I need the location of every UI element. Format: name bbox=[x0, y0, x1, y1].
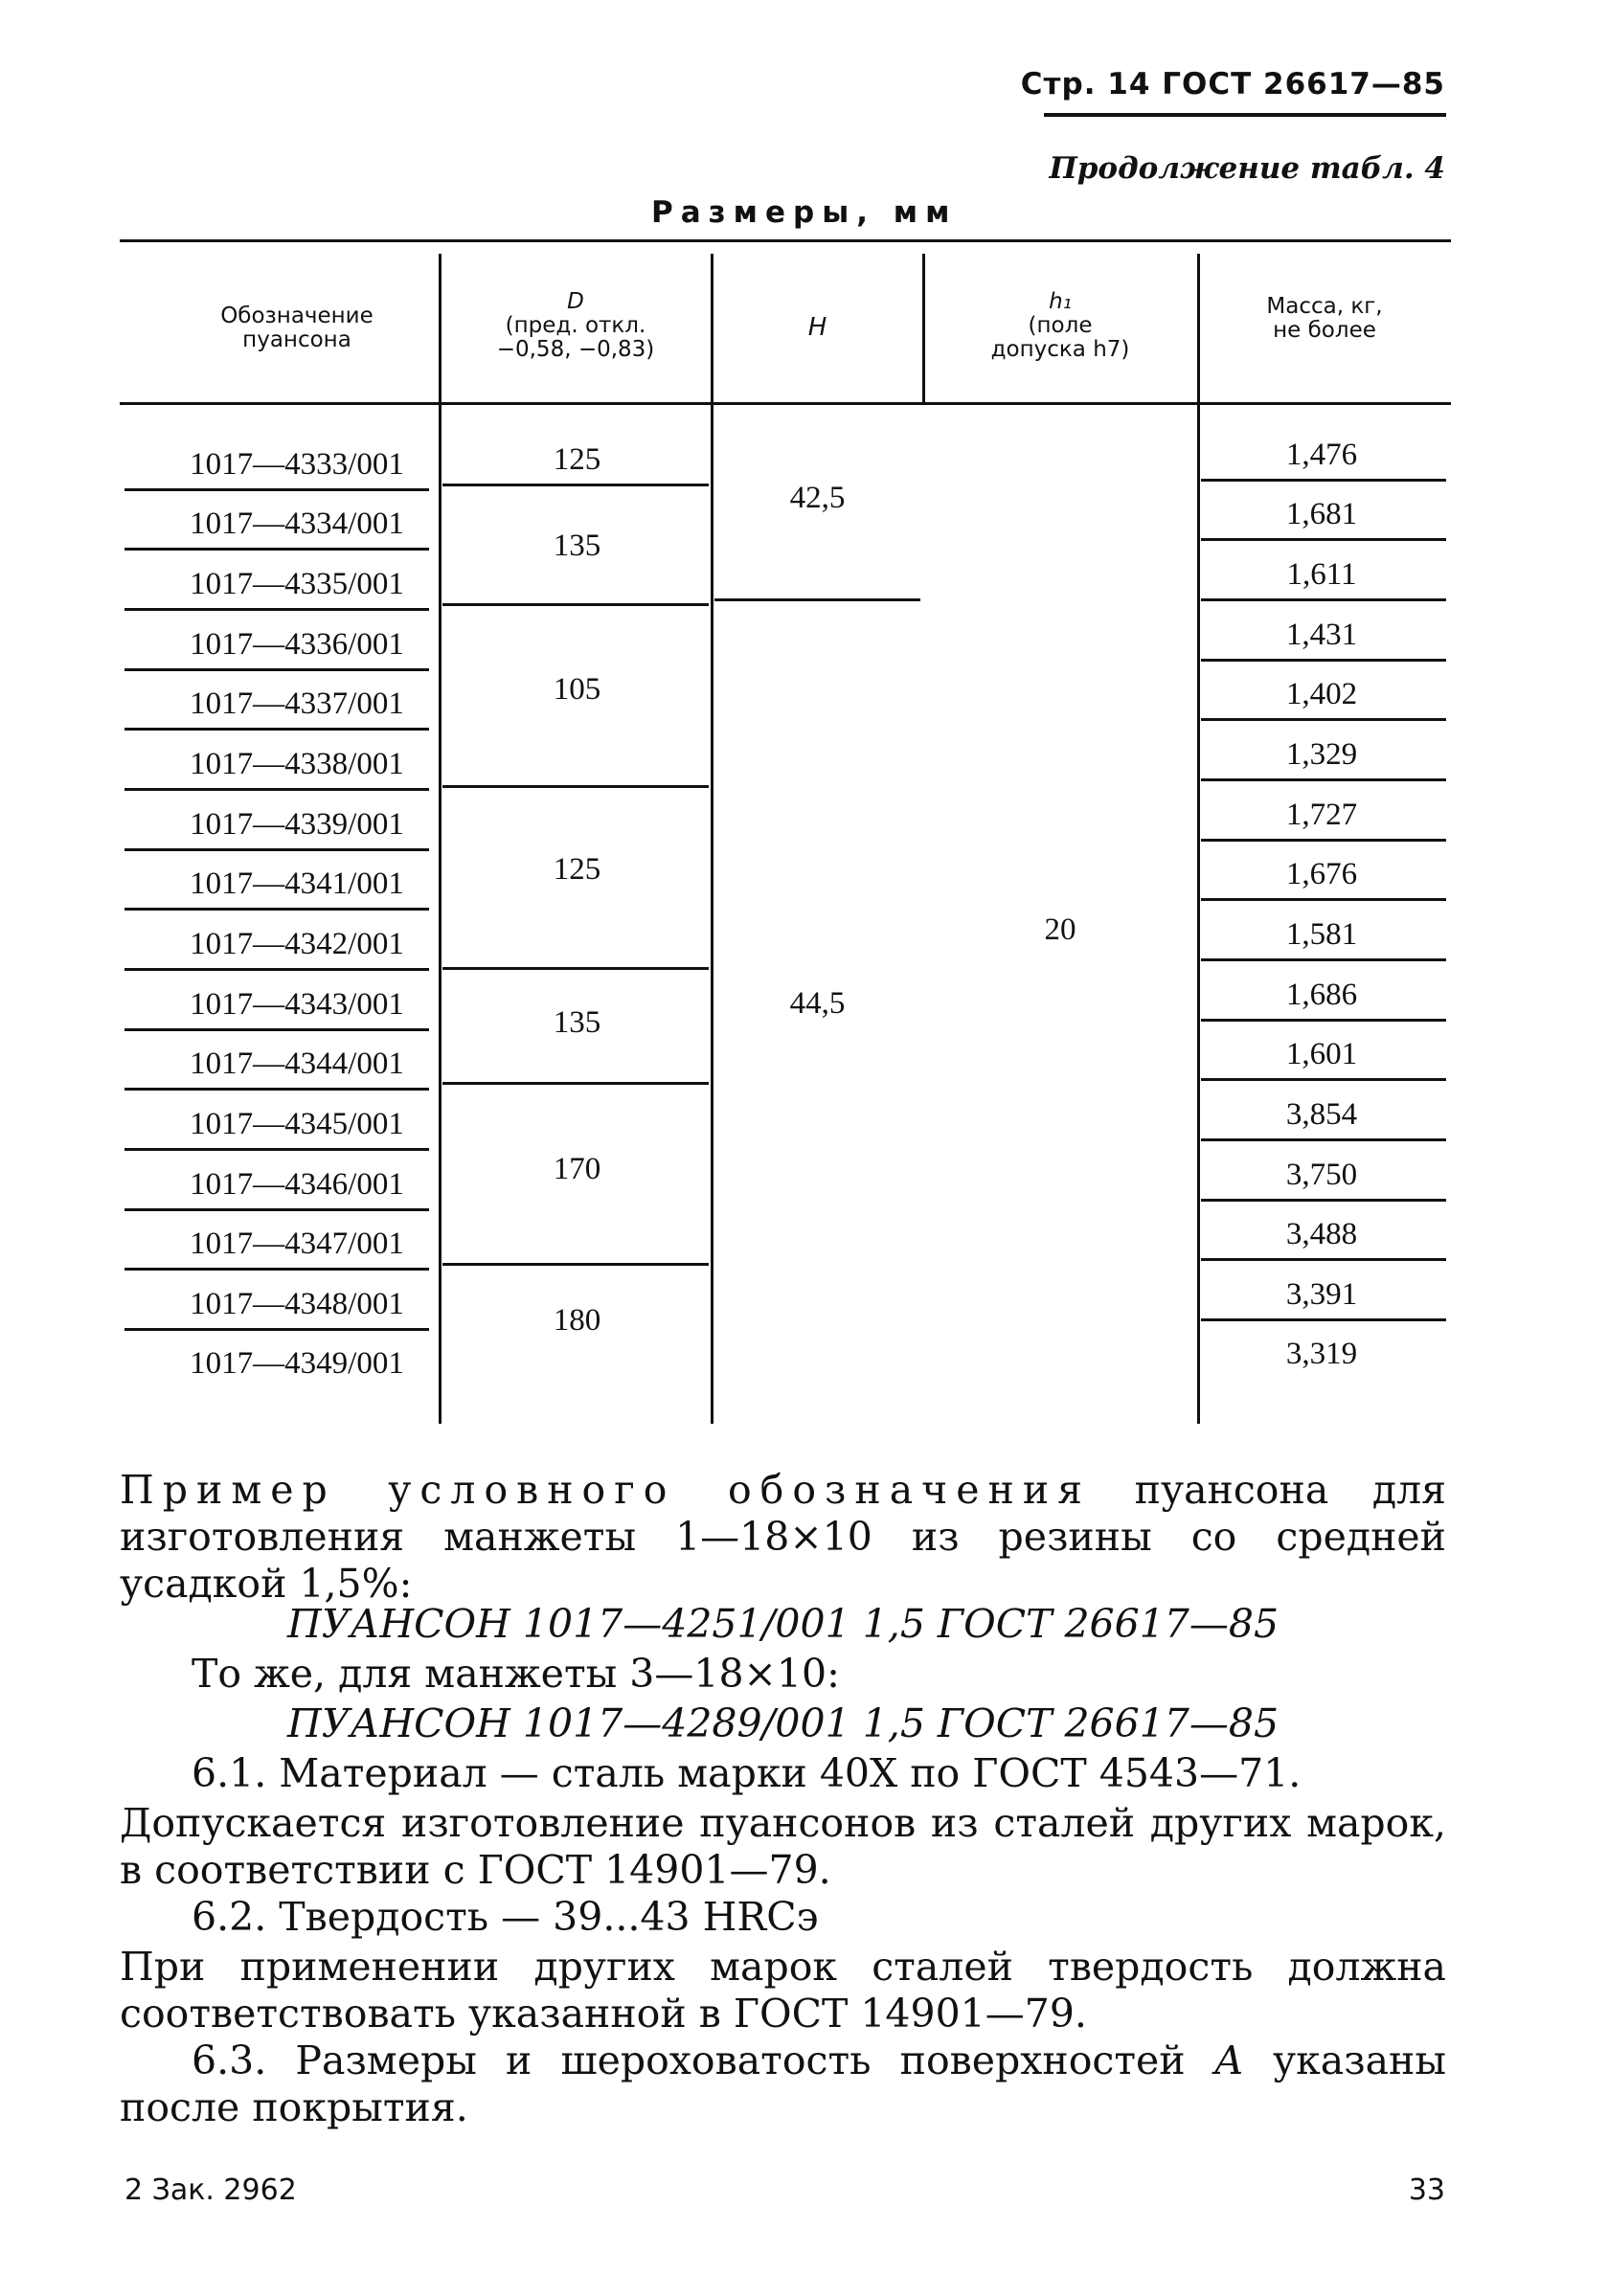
clause-6-2-note: При применении других марок сталей твердость должна соответствовать указанной в ГОСТ 14901—79. bbox=[120, 1944, 1446, 2037]
col-header-h1-symbol: h₁ bbox=[1049, 289, 1072, 314]
h-value: 44,5 bbox=[789, 986, 846, 1021]
row-code: 1017—4344/001 bbox=[190, 1047, 404, 1081]
col-header-mass: Масса, кг, не более bbox=[1266, 294, 1383, 343]
row-code: 1017—4342/001 bbox=[190, 927, 404, 961]
d-value: 125 bbox=[553, 852, 601, 887]
d-group-divider bbox=[442, 1082, 709, 1085]
mass-divider bbox=[1201, 659, 1446, 662]
row-mass: 1,476 bbox=[1285, 438, 1358, 472]
row-mass: 3,319 bbox=[1285, 1337, 1358, 1371]
row-divider bbox=[125, 968, 429, 971]
row-divider bbox=[125, 608, 429, 611]
row-divider bbox=[125, 1328, 429, 1331]
row-divider bbox=[125, 908, 429, 911]
mass-divider bbox=[1201, 479, 1446, 482]
table-continuation-label: Продолжение табл. 4 bbox=[1049, 151, 1445, 186]
row-mass: 3,750 bbox=[1285, 1158, 1358, 1192]
row-code: 1017—4349/001 bbox=[190, 1346, 404, 1381]
row-mass: 1,611 bbox=[1286, 557, 1357, 592]
col-header-h1 bbox=[926, 290, 1194, 362]
row-code: 1017—4334/001 bbox=[190, 506, 404, 541]
clause-6-3 bbox=[120, 2037, 1446, 2131]
d-group-divider bbox=[442, 785, 709, 788]
row-mass: 3,854 bbox=[1285, 1097, 1358, 1132]
surface-a-label: А bbox=[1213, 2037, 1244, 2083]
row-mass: 1,581 bbox=[1285, 917, 1358, 952]
mass-divider bbox=[1201, 1318, 1446, 1321]
table-header-rule bbox=[120, 402, 1451, 405]
mass-divider bbox=[1201, 778, 1446, 781]
row-divider bbox=[125, 728, 429, 731]
page-reference: Стр. 14 ГОСТ 26617—85 bbox=[1020, 67, 1445, 101]
col-header-d-symbol: D bbox=[567, 289, 584, 314]
row-divider bbox=[125, 788, 429, 791]
example-rest: пуансона для изготовления манжеты 1—18×10 из резины со средней усадкой 1,5%: bbox=[120, 1467, 1446, 1607]
clause-6-2: 6.2. Твердость — 39...43 HRCэ bbox=[192, 1894, 819, 1940]
clause-6-1: 6.1. Материал — сталь марки 40Х по ГОСТ 4543—71. bbox=[192, 1750, 1302, 1796]
mass-divider bbox=[1201, 538, 1446, 541]
mass-divider bbox=[1201, 718, 1446, 721]
row-code: 1017—4339/001 bbox=[190, 807, 404, 842]
d-value: 125 bbox=[553, 442, 601, 477]
row-mass: 1,681 bbox=[1285, 497, 1358, 531]
table-vline-3 bbox=[922, 254, 925, 402]
clause-6-3-post: указаны после покрытия. bbox=[120, 2037, 1446, 2130]
row-divider bbox=[125, 488, 429, 491]
d-value: 105 bbox=[553, 672, 601, 707]
row-divider bbox=[125, 848, 429, 851]
row-divider bbox=[125, 1028, 429, 1031]
mass-divider bbox=[1201, 1258, 1446, 1261]
row-divider bbox=[125, 548, 429, 551]
row-mass: 3,391 bbox=[1285, 1277, 1358, 1312]
col-header-d-tolerance: (пред. откл. −0,58, −0,83) bbox=[496, 313, 655, 362]
table-top-rule bbox=[120, 239, 1451, 242]
d-group-divider bbox=[442, 484, 709, 486]
example-designation-2: ПУАНСОН 1017—4289/001 1,5 ГОСТ 26617—85 bbox=[286, 1700, 1280, 1746]
same-for-cuff-3: То же, для манжеты 3—18×10: bbox=[192, 1651, 840, 1697]
col-header-d bbox=[442, 290, 709, 362]
d-value: 135 bbox=[553, 529, 601, 563]
row-code: 1017—4335/001 bbox=[190, 567, 404, 601]
row-divider bbox=[125, 1268, 429, 1271]
d-group-divider bbox=[442, 967, 709, 970]
row-code: 1017—4338/001 bbox=[190, 747, 404, 781]
mass-divider bbox=[1201, 1199, 1446, 1202]
row-mass: 1,686 bbox=[1285, 978, 1358, 1012]
header-rule bbox=[1044, 113, 1446, 117]
row-code: 1017—4348/001 bbox=[190, 1287, 404, 1321]
clause-6-3-pre: 6.3. Размеры и шероховатость поверхностей bbox=[192, 2037, 1214, 2083]
clause-6-1-note: Допускается изготовление пуансонов из сталей других марок, в соответствии с ГОСТ 14901—79. bbox=[120, 1800, 1446, 1893]
row-mass: 1,676 bbox=[1285, 857, 1358, 891]
order-number: 2 Зак. 2962 bbox=[125, 2173, 297, 2207]
row-mass: 1,431 bbox=[1285, 618, 1358, 652]
h1-value: 20 bbox=[1044, 912, 1076, 947]
row-divider bbox=[125, 1088, 429, 1091]
mass-divider bbox=[1201, 839, 1446, 842]
row-divider bbox=[125, 668, 429, 671]
col-header-designation: Обозначение пуансона bbox=[220, 304, 374, 352]
d-value: 135 bbox=[553, 1005, 601, 1040]
mass-divider bbox=[1201, 958, 1446, 961]
col-header-h1-tolerance: (поле допуска h7) bbox=[990, 313, 1130, 362]
mass-divider bbox=[1201, 598, 1446, 601]
h-group-divider bbox=[714, 598, 920, 601]
mass-divider bbox=[1201, 898, 1446, 901]
d-value: 170 bbox=[553, 1152, 601, 1186]
page-number: 33 bbox=[1408, 2173, 1445, 2207]
row-mass: 1,727 bbox=[1285, 798, 1358, 832]
row-code: 1017—4343/001 bbox=[190, 987, 404, 1022]
row-mass: 1,329 bbox=[1285, 737, 1358, 772]
d-group-divider bbox=[442, 1263, 709, 1266]
mass-divider bbox=[1201, 1019, 1446, 1022]
mass-divider bbox=[1201, 1078, 1446, 1081]
row-code: 1017—4345/001 bbox=[190, 1107, 404, 1141]
example-designation-1: ПУАНСОН 1017—4251/001 1,5 ГОСТ 26617—85 bbox=[286, 1601, 1280, 1647]
d-value: 180 bbox=[553, 1303, 601, 1338]
row-code: 1017—4347/001 bbox=[190, 1227, 404, 1261]
row-divider bbox=[125, 1148, 429, 1151]
table-vline-2 bbox=[711, 254, 713, 1424]
row-code: 1017—4346/001 bbox=[190, 1167, 404, 1202]
d-group-divider bbox=[442, 603, 709, 606]
row-code: 1017—4336/001 bbox=[190, 627, 404, 662]
h-value: 42,5 bbox=[789, 481, 846, 515]
row-mass: 1,402 bbox=[1285, 677, 1358, 711]
row-mass: 3,488 bbox=[1285, 1217, 1358, 1251]
col-header-h: H bbox=[807, 313, 827, 342]
designation-example-paragraph bbox=[120, 1467, 1446, 1608]
example-lead: Пример условного обозначения bbox=[120, 1467, 1092, 1513]
row-mass: 1,601 bbox=[1285, 1037, 1358, 1071]
row-code: 1017—4337/001 bbox=[190, 687, 404, 721]
row-divider bbox=[125, 1208, 429, 1211]
row-code: 1017—4333/001 bbox=[190, 447, 404, 482]
mass-divider bbox=[1201, 1138, 1446, 1141]
row-code: 1017—4341/001 bbox=[190, 867, 404, 901]
units-caption: Размеры, мм bbox=[651, 195, 958, 230]
